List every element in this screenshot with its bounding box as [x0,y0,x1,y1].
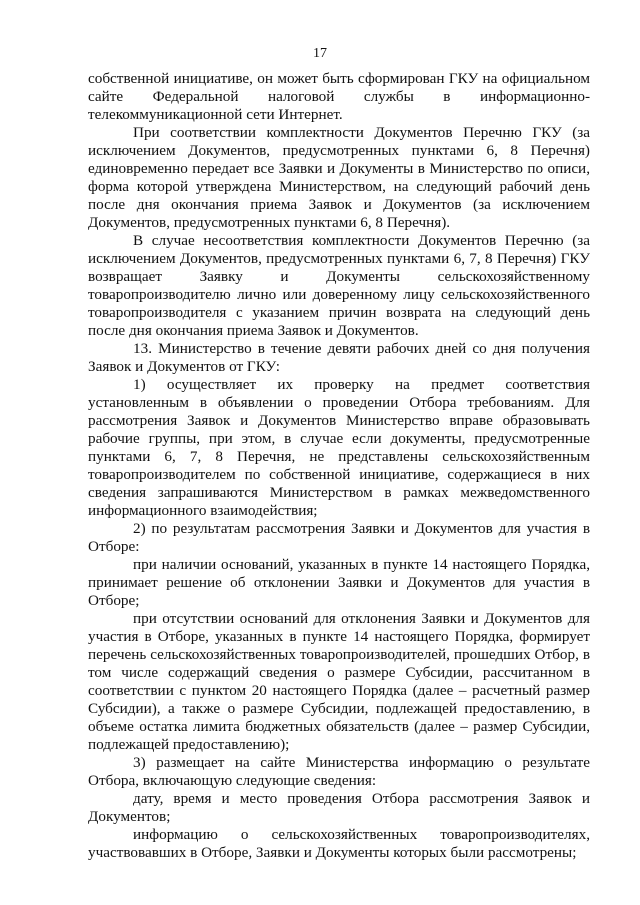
paragraph-10: дату, время и место проведения Отбора рассмотрения Заявок и Документов; [88,790,590,825]
paragraph-7: при наличии оснований, указанных в пункте 14 настоящего Порядка, принимает решение об отклонении Заявки и Документов для участия в Отборе; [88,556,590,609]
paragraph-6: 2) по результатам рассмотрения Заявки и Документов для участия в Отборе: [88,520,590,555]
document-body [88,70,590,862]
paragraph-4: 13. Министерство в течение девяти рабочих дней со дня получения Заявок и Документов от ГКУ: [88,340,590,375]
paragraph-11: информацию о сельскохозяйственных товаропроизводителях, участвовавших в Отборе, Заявки и Документы которых были рассмотрены; [88,826,590,861]
paragraph-1: собственной инициативе, он может быть сформирован ГКУ на официальном сайте Федеральной налоговой службы в информационно-телекоммуникационной сети Интернет. [88,70,590,123]
paragraph-3: В случае несоответствия комплектности Документов Перечню (за исключением Документов, предусмотренных пунктами 6, 7, 8 Перечня) ГКУ возвращает Заявку и Документы сельскохозяйственному товаропроизводителю лично или доверенному лицу сельскохозяйственного товаропроизводителя с указанием причин возврата на следующий день после дня окончания приема Заявок и Документов. [88,232,590,339]
paragraph-5: 1) осуществляет их проверку на предмет соответствия установленным в объявлении о проведении Отбора требованиям. Для рассмотрения Заявок и Документов Министерство вправе образовывать рабочие группы, при этом, в случае если документы, предусмотренные пунктами 6, 7, 8 Перечня, не представлены сельскохозяйственным товаропроизводителем по собственной инициативе, содержащиеся в них сведения запрашиваются Министерством в рамках межведомственного информационного взаимодействия; [88,376,590,519]
paragraph-9: 3) размещает на сайте Министерства информацию о результате Отбора, включающую следующие сведения: [88,754,590,789]
page-number: 17 [313,46,327,61]
paragraph-2: При соответствии комплектности Документов Перечню ГКУ (за исключением Документов, предусмотренных пунктами 6, 8 Перечня) единовременно передает все Заявки и Документы в Министерство по описи, форма которой утверждена Министерством, на следующий рабочий день после дня окончания приема Заявок и Документов (за исключением Документов, предусмотренных пунктами 6, 8 Перечня). [88,124,590,231]
paragraph-8: при отсутствии оснований для отклонения Заявки и Документов для участия в Отборе, указанных в пункте 14 настоящего Порядка, формирует перечень сельскохозяйственных товаропроизводителей, прошедших Отбор, в том числе содержащий сведения о размере Субсидии, рассчитанном в соответствии с пунктом 20 настоящего Порядка (далее – расчетный размер Субсидии), а также о размере Субсидии, подлежащей предоставлению, в объеме остатка лимита бюджетных обязательств (далее – размер Субсидии, подлежащей предоставлению); [88,610,590,753]
